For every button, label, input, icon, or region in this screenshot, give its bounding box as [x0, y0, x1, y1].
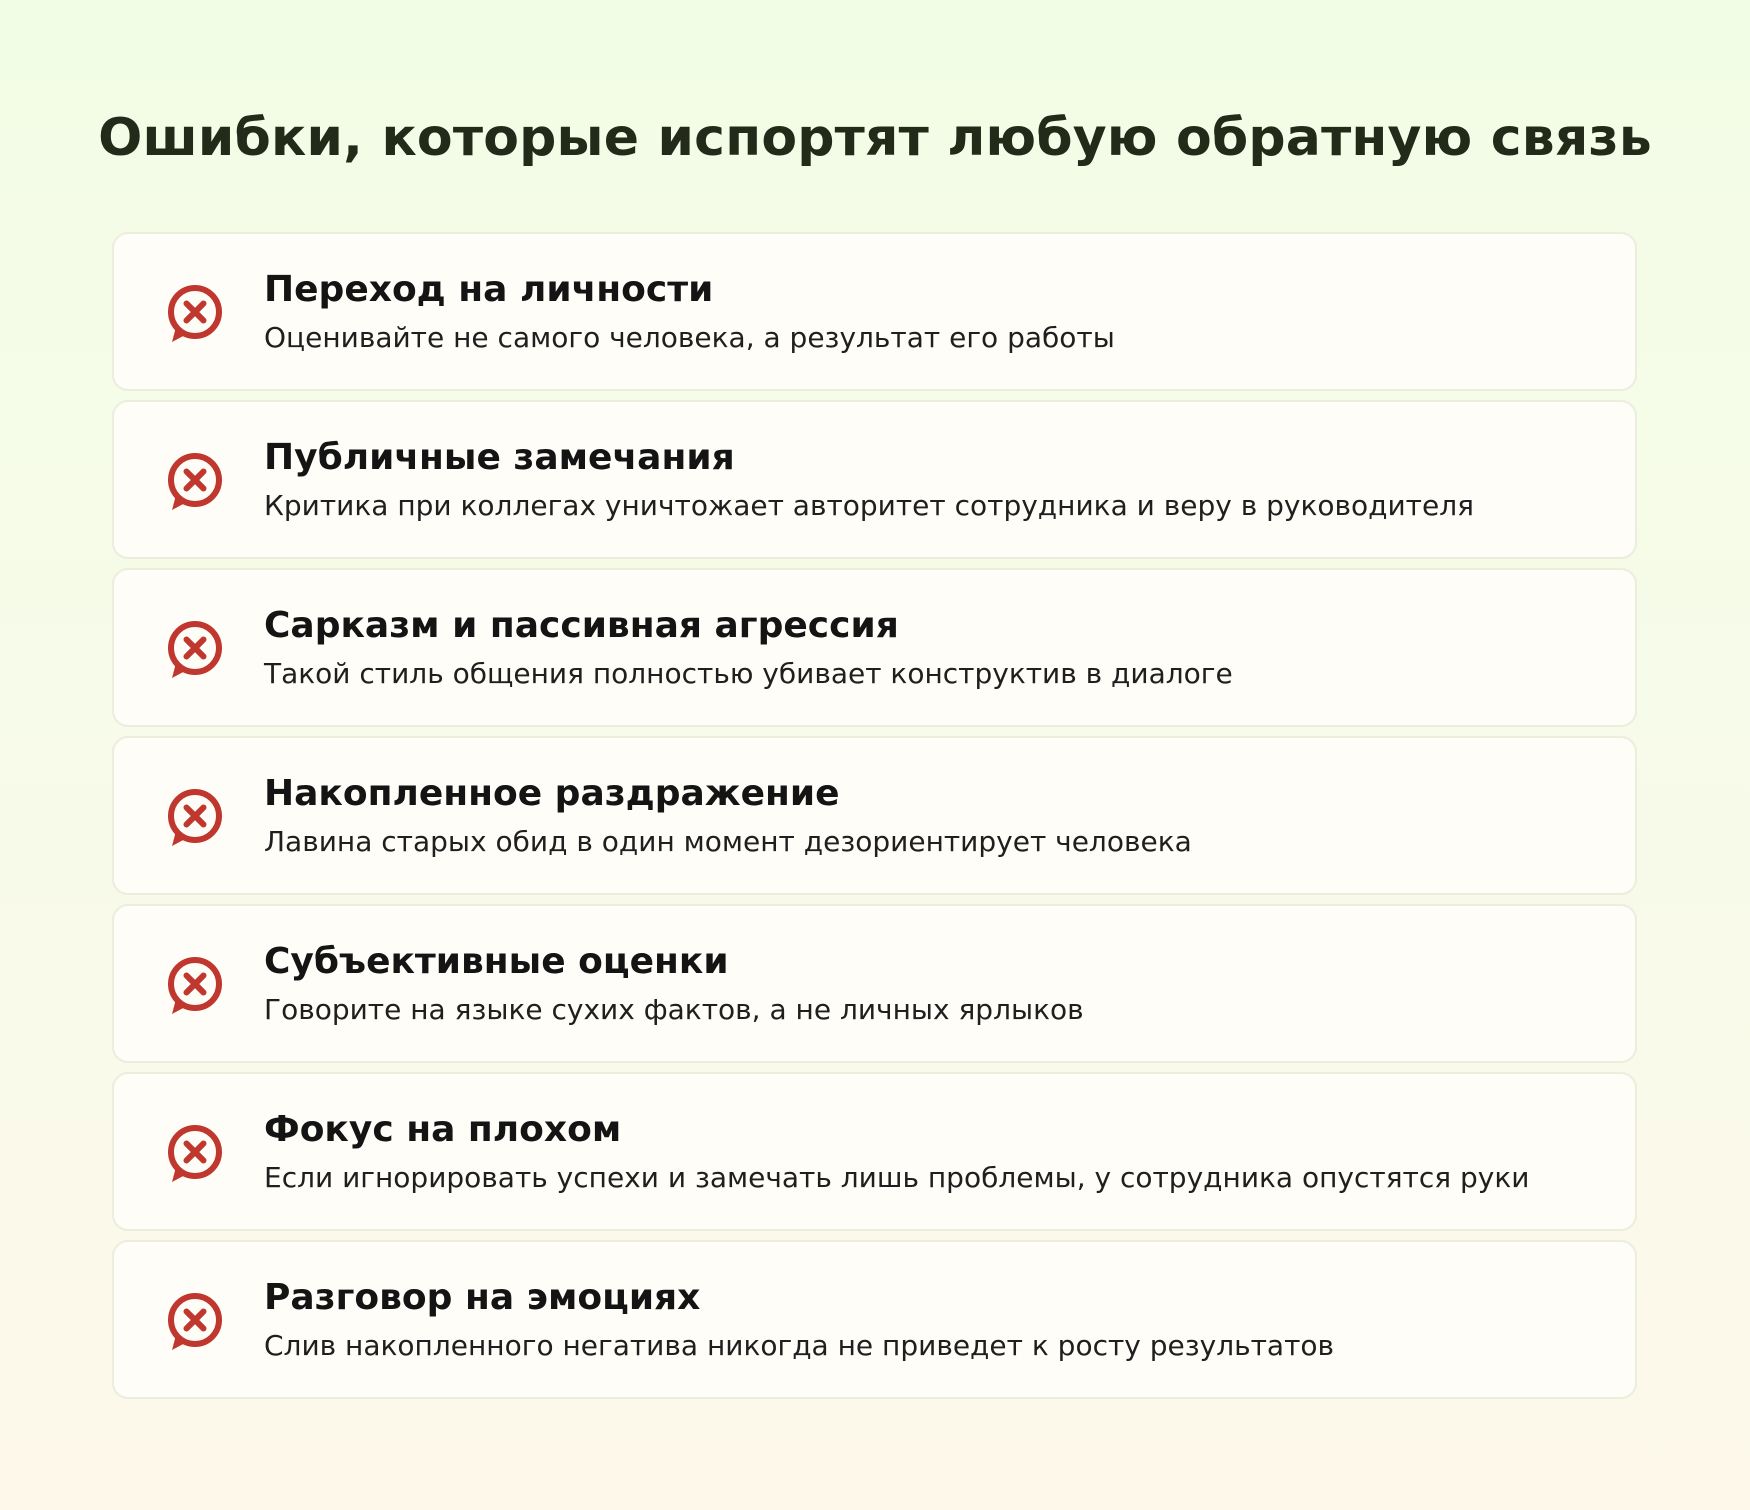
- item-text: [264, 772, 1605, 860]
- item-text: [264, 940, 1605, 1028]
- item-title: Переход на личности: [264, 269, 714, 310]
- item-title: Сарказм и пассивная агрессия: [264, 605, 899, 646]
- item-text: [264, 1276, 1605, 1364]
- x-speech-bubble-icon: [162, 1290, 226, 1354]
- item-title: Фокус на плохом: [264, 1109, 622, 1150]
- item-text: [264, 1108, 1605, 1196]
- item-title: Субъективные оценки: [264, 941, 729, 982]
- item-title: Накопленное раздражение: [264, 773, 840, 814]
- list-item: [112, 568, 1637, 727]
- x-speech-bubble-icon: [162, 450, 226, 514]
- list-item: [112, 400, 1637, 559]
- x-speech-bubble-icon: [162, 282, 226, 346]
- item-title: Публичные замечания: [264, 437, 735, 478]
- page-title: Ошибки, которые испортят любую обратную связь: [98, 108, 1652, 168]
- item-description: Критика при коллегах уничтожает авторитет сотрудника и веру в руководителя: [264, 489, 1474, 522]
- item-text: [264, 604, 1605, 692]
- x-speech-bubble-icon: [162, 1122, 226, 1186]
- item-description: Если игнорировать успехи и замечать лишь проблемы, у сотрудника опустятся руки: [264, 1161, 1530, 1194]
- item-description: Оценивайте не самого человека, а результат его работы: [264, 321, 1115, 354]
- list-item: [112, 736, 1637, 895]
- mistakes-list: [112, 232, 1637, 1408]
- item-text: [264, 268, 1605, 356]
- x-speech-bubble-icon: [162, 786, 226, 850]
- item-description: Говорите на языке сухих фактов, а не личных ярлыков: [264, 993, 1084, 1026]
- list-item: [112, 232, 1637, 391]
- x-speech-bubble-icon: [162, 618, 226, 682]
- item-description: Такой стиль общения полностью убивает конструктив в диалоге: [264, 657, 1233, 690]
- item-text: [264, 436, 1605, 524]
- item-description: Слив накопленного негатива никогда не приведет к росту результатов: [264, 1329, 1335, 1362]
- item-description: Лавина старых обид в один момент дезориентирует человека: [264, 825, 1192, 858]
- list-item: [112, 1240, 1637, 1399]
- x-speech-bubble-icon: [162, 954, 226, 1018]
- item-title: Разговор на эмоциях: [264, 1277, 701, 1318]
- list-item: [112, 1072, 1637, 1231]
- list-item: [112, 904, 1637, 1063]
